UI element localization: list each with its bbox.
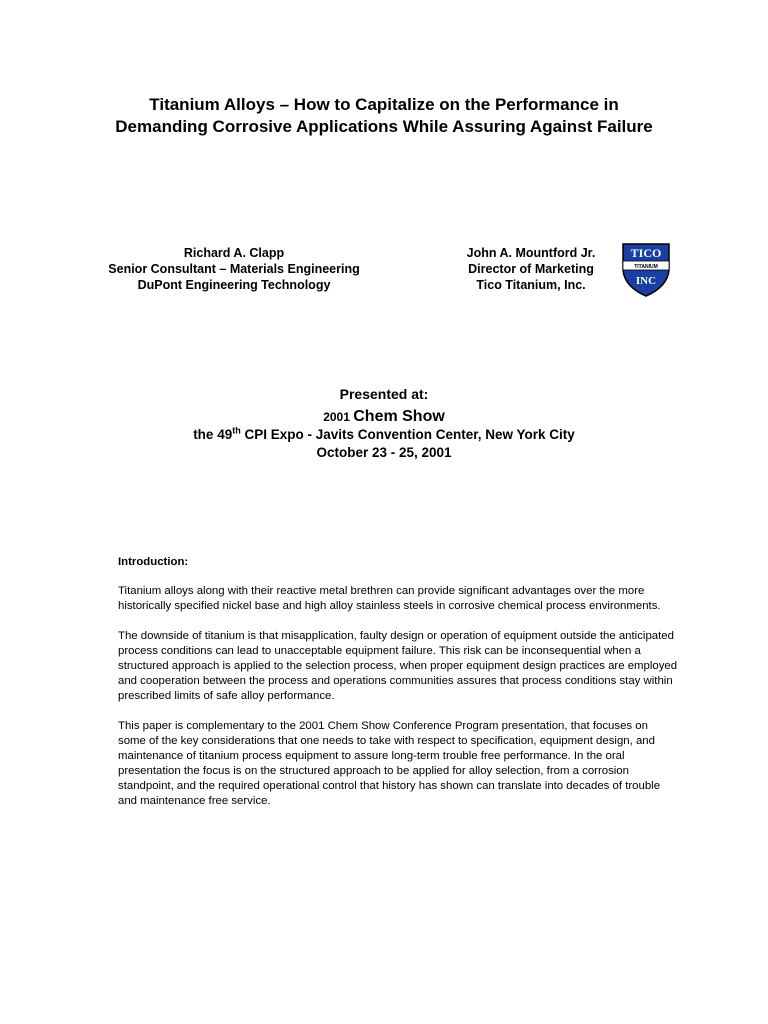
event-details bbox=[0, 408, 768, 462]
expo-ordinal-suffix: th bbox=[232, 425, 241, 436]
introduction-section bbox=[118, 555, 678, 824]
event-show-line bbox=[0, 408, 768, 426]
title-line-1: Titanium Alloys – How to Capitalize on the Performance in bbox=[149, 95, 619, 114]
author-block-clapp bbox=[84, 245, 384, 293]
title-line-2: Demanding Corrosive Applications While Assuring Against Failure bbox=[115, 117, 653, 136]
expo-venue: CPI Expo - Javits Convention Center, New York City bbox=[240, 427, 575, 442]
event-expo-line bbox=[0, 426, 768, 444]
author-role: Senior Consultant – Materials Engineering bbox=[108, 262, 360, 276]
intro-paragraph-2: The downside of titanium is that misapplication, faulty design or operation of equipment outside the anticipated process conditions can lead to unacceptable equipment failure. This risk can be inconsequential when a structured approach is applied to the selection process, when proper equipment design practices are employed and cooperation between the process and operations communities assures that process conditions stay within prescribed limits of safe alloy performance. bbox=[118, 630, 678, 702]
event-year: 2001 bbox=[323, 410, 350, 424]
expo-prefix: the 49 bbox=[193, 427, 233, 442]
logo-band-text: TITANIUM bbox=[634, 264, 658, 270]
presented-at-label: Presented at: bbox=[339, 386, 429, 402]
tico-titanium-logo bbox=[620, 242, 672, 298]
author-organization: Tico Titanium, Inc. bbox=[476, 278, 586, 292]
author-block-mountford bbox=[446, 245, 616, 293]
author-organization: DuPont Engineering Technology bbox=[137, 278, 331, 292]
author-role: Director of Marketing bbox=[468, 262, 594, 276]
intro-paragraph-1: Titanium alloys along with their reactive metal brethren can provide significant advantages over the more historically specified nickel base and high alloy stainless steels in corrosive chemical process environments. bbox=[118, 585, 661, 612]
logo-bottom-text: INC bbox=[635, 275, 657, 287]
intro-paragraph-3: This paper is complementary to the 2001 Chem Show Conference Program presentation, that focuses on some of the key considerations that one needs to take with respect to specification, equipment design, and maintenance of titanium process equipment to assure long-term trouble free performance. In the oral presentation the focus is on the structured approach to be applied for alloy selection, from a corrosion standpoint, and the required operational control that history has shown can translate into decades of trouble and maintenance free service. bbox=[118, 720, 661, 807]
event-dates: October 23 - 25, 2001 bbox=[316, 445, 452, 460]
paper-title bbox=[0, 94, 768, 138]
logo-top-text: TICO bbox=[630, 246, 662, 260]
author-name: John A. Mountford Jr. bbox=[466, 246, 596, 260]
author-name: Richard A. Clapp bbox=[183, 246, 285, 260]
section-heading: Introduction: bbox=[118, 556, 189, 568]
event-show-name: Chem Show bbox=[353, 408, 445, 425]
